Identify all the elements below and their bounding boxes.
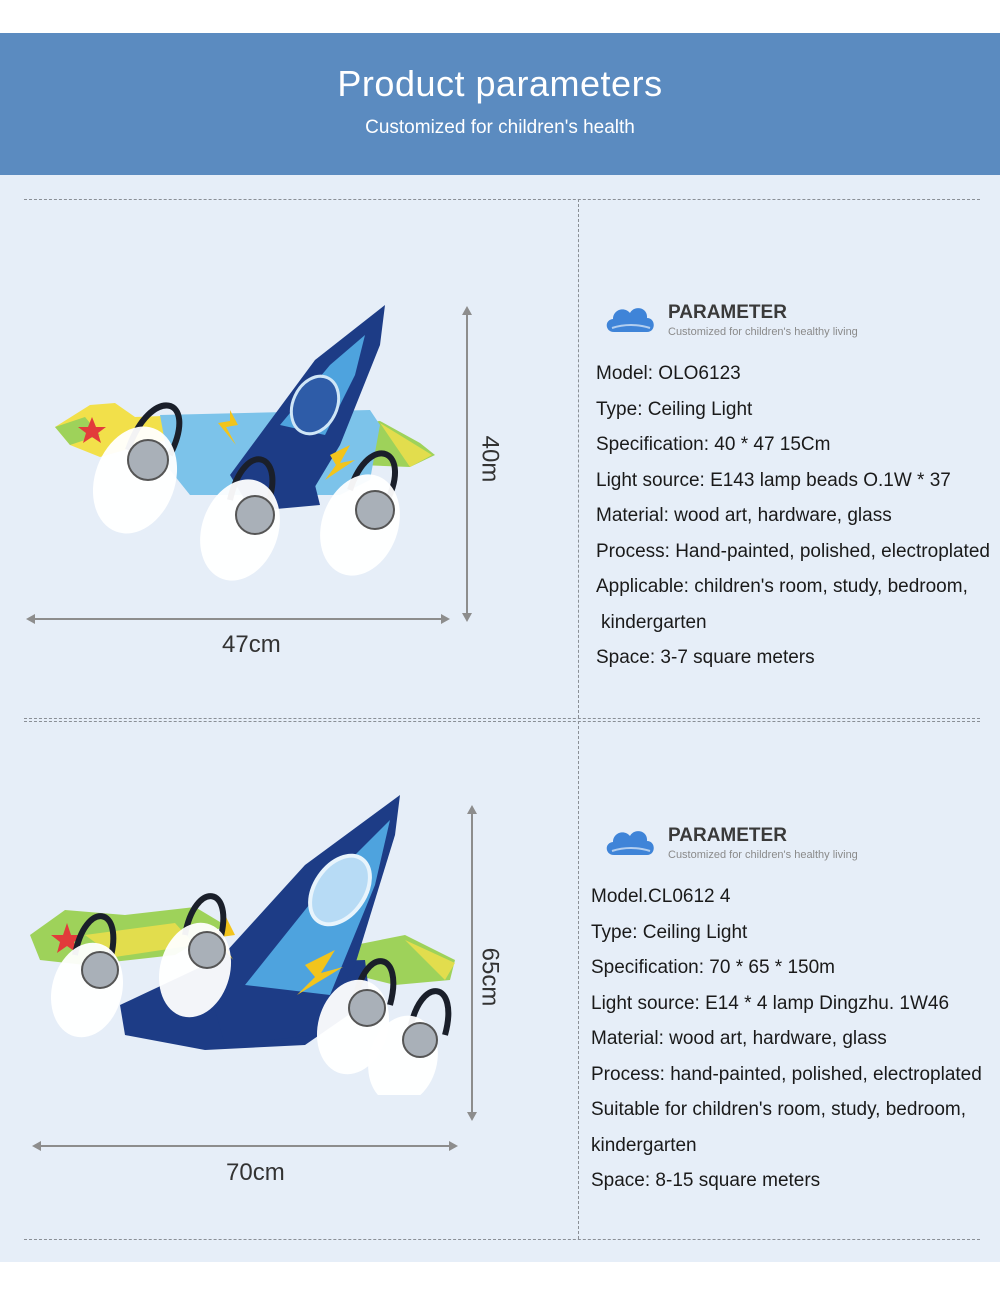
spec-specification: Specification: 70 * 65 * 150m bbox=[591, 957, 835, 978]
cloud-icon bbox=[604, 825, 656, 857]
spec-suitable-cont: kindergarten bbox=[591, 1134, 697, 1156]
divider-middle-2 bbox=[24, 721, 980, 722]
spec-type: Type: Ceiling Light bbox=[591, 921, 748, 943]
parameter-header bbox=[604, 302, 858, 339]
spec-space: Space: 3-7 square meters bbox=[596, 647, 815, 668]
parameter-subtitle: Customized for children's healthy living bbox=[668, 326, 858, 338]
plane-right-wing bbox=[355, 935, 455, 985]
page-subtitle: Customized for children's health bbox=[365, 117, 635, 138]
spec-specification: Specification: 40 * 47 15Cm bbox=[596, 434, 831, 455]
width-dimension-label: 47cm bbox=[222, 631, 281, 658]
spec-process: Process: Hand-painted, polished, electroplated bbox=[596, 540, 990, 562]
cloud-icon bbox=[604, 302, 656, 334]
height-dimension-label: 40m bbox=[476, 435, 504, 483]
divider-vertical-1 bbox=[578, 199, 579, 718]
spec-process: Process: hand-painted, polished, electroplated bbox=[591, 1063, 982, 1085]
airplane-ceiling-light-image bbox=[25, 795, 465, 1095]
spec-light-source: Light source: E143 lamp beads O.1W * 37 bbox=[596, 469, 951, 491]
page-header bbox=[0, 33, 1000, 175]
width-dimension-arrow bbox=[28, 618, 448, 620]
spec-type: Type: Ceiling Light bbox=[596, 398, 753, 420]
width-dimension-label: 70cm bbox=[226, 1159, 285, 1186]
spec-list bbox=[596, 356, 990, 676]
parameter-title: PARAMETER bbox=[668, 825, 787, 846]
divider-bottom bbox=[24, 1239, 980, 1240]
spec-material: Material: wood art, hardware, glass bbox=[591, 1028, 887, 1049]
height-dimension-arrow bbox=[466, 308, 468, 620]
divider-vertical-2 bbox=[578, 721, 579, 1239]
airplane-ceiling-light-image bbox=[40, 305, 450, 605]
spec-applicable-cont: kindergarten bbox=[601, 611, 707, 633]
divider-middle bbox=[24, 718, 980, 719]
spec-suitable: Suitable for children's room, study, bedroom, bbox=[591, 1099, 967, 1120]
product-panel bbox=[0, 175, 1000, 1262]
spec-model: Model: OLO6123 bbox=[596, 363, 741, 384]
height-dimension-arrow bbox=[471, 807, 473, 1119]
spec-applicable: Applicable: children's room, study, bedroom, bbox=[596, 576, 968, 597]
parameter-header bbox=[604, 825, 858, 862]
spec-space: Space: 8-15 square meters bbox=[591, 1170, 821, 1191]
page-title: Product parameters bbox=[337, 63, 663, 104]
spec-material: Material: wood art, hardware, glass bbox=[596, 505, 892, 526]
spec-model: Model.CL0612 4 bbox=[591, 886, 731, 907]
width-dimension-arrow bbox=[34, 1145, 456, 1147]
parameter-title: PARAMETER bbox=[668, 302, 787, 323]
height-dimension-label: 65cm bbox=[476, 947, 504, 1007]
parameter-subtitle: Customized for children's healthy living bbox=[668, 849, 858, 861]
spec-list bbox=[591, 879, 982, 1199]
spec-light-source: Light source: E14 * 4 lamp Dingzhu. 1W46 bbox=[591, 992, 950, 1014]
divider-top bbox=[24, 199, 980, 200]
